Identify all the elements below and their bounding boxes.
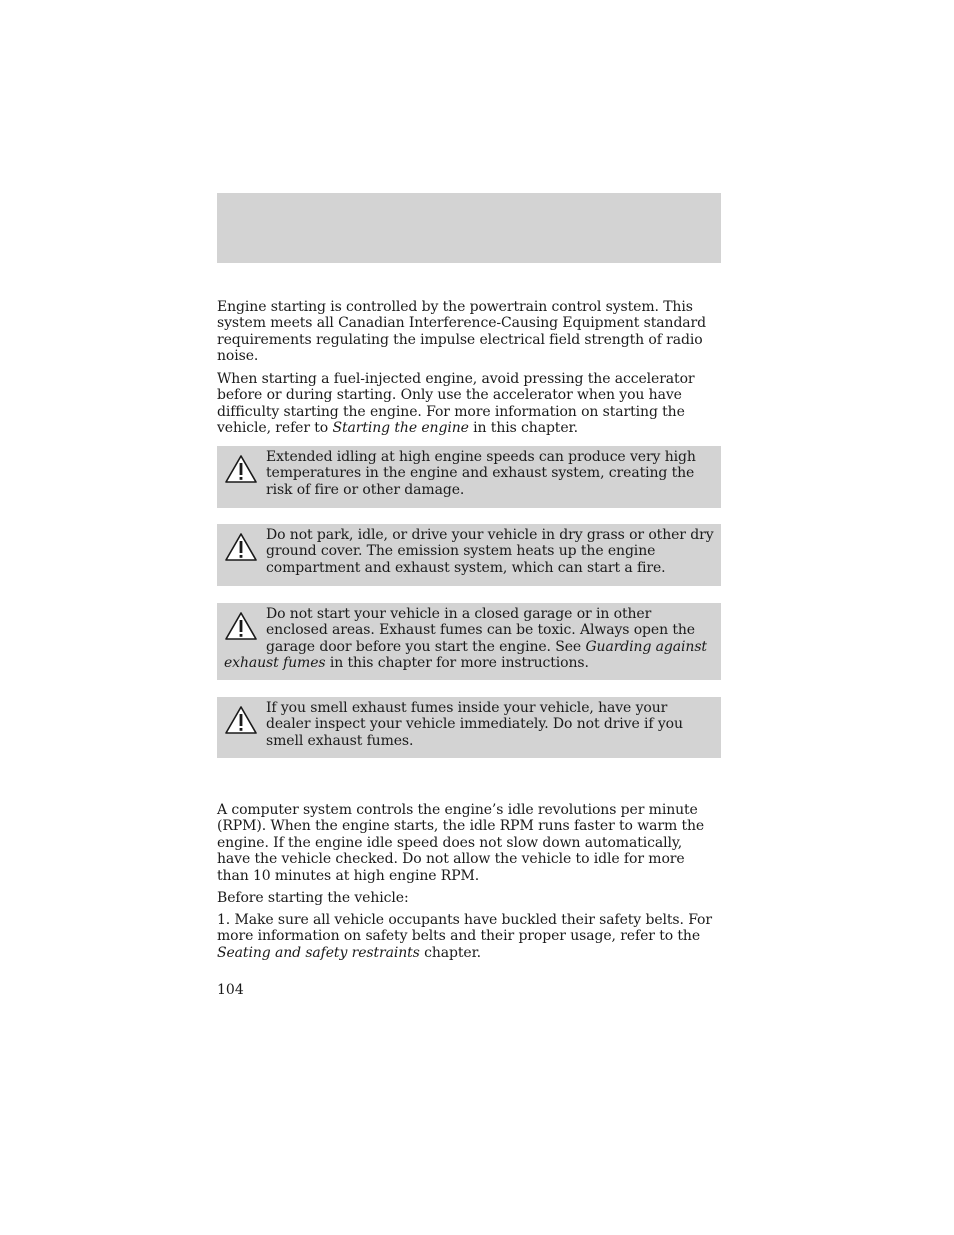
- page-number: 104: [217, 982, 244, 998]
- warning-triangle-icon: [224, 705, 258, 735]
- warning-box-idling: [217, 446, 721, 508]
- warning-text: Extended idling at high engine speeds can produce very high temperatures in the engine and exhaust system, creating the risk of fire or other damage.: [266, 449, 696, 498]
- idle-rpm-paragraph: A computer system controls the engine’s idle revolutions per minute (RPM). When the engine starts, the idle RPM runs faster to warm the engine. If the engine idle speed does not slow down automatically, have the vehicle checked. Do not allow the vehicle to idle for more than 10 minutes at high engine RPM.: [217, 802, 705, 884]
- warning-box-dry-grass: [217, 524, 721, 586]
- cross-reference-seating-restraints: Seating and safety restraints: [217, 944, 420, 961]
- intro-paragraph-2: When starting a fuel-injected engine, avoid pressing the accelerator before or during starting. Only use the accelerator when you have difficulty starting the engine. For more information on starting the vehicle, refer to Starting the engine in this chapter.: [217, 371, 695, 437]
- warning-box-closed-garage: [217, 603, 721, 680]
- warning-text: Do not park, idle, or drive your vehicle in dry grass or other dry ground cover. The emission system heats up the engine compartment and exhaust system, which can start a fire.: [266, 527, 714, 576]
- warning-triangle-icon: [224, 611, 258, 641]
- warning-triangle-icon: [224, 532, 258, 562]
- warning-triangle-icon: [224, 454, 258, 484]
- cross-reference-exhaust-fumes: Guarding against exhaust fumes: [224, 638, 707, 672]
- before-starting-paragraph: Before starting the vehicle:: [217, 890, 409, 906]
- intro-paragraph-1: Engine starting is controlled by the powertrain control system. This system meets all Canadian Interference-Causing Equipment standard requirements regulating the impulse electrical field strength of radio noise.: [217, 299, 707, 365]
- warning-box-exhaust-smell: [217, 697, 721, 758]
- warning-text: If you smell exhaust fumes inside your vehicle, have your dealer inspect your vehicle immediately. Do not drive if you smell exhaust fumes.: [266, 700, 683, 749]
- step-1-paragraph: 1. Make sure all vehicle occupants have buckled their safety belts. For more information on safety belts and their proper usage, refer to the Seating and safety restraints chapter.: [217, 912, 712, 961]
- warning-text: Do not start your vehicle in a closed garage or in other enclosed areas. Exhaust fumes can be toxic. Always open the garage door before you start the engine. See Guarding against exhaust fumes in this chapter for more instructions.: [224, 606, 707, 672]
- chapter-header-band: [217, 193, 721, 263]
- cross-reference-starting-engine: Starting the engine: [332, 420, 469, 437]
